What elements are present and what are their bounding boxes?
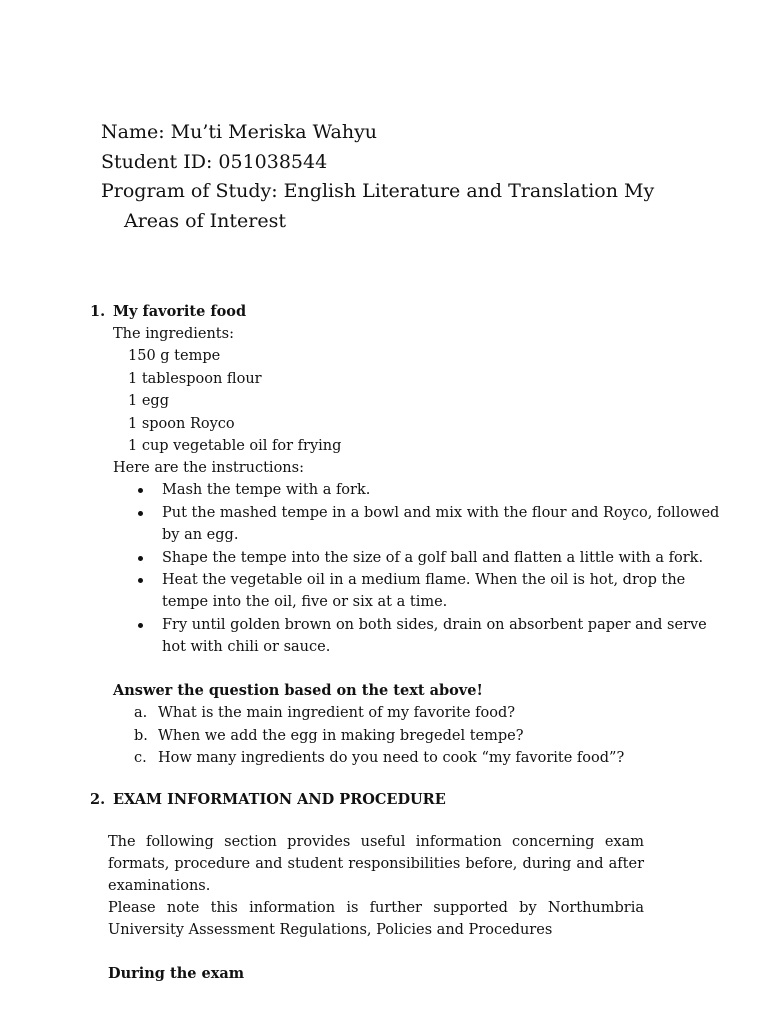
section-1-title: My favorite food: [113, 303, 247, 320]
instruction-step-continued: by an egg.: [162, 527, 239, 543]
question-marker: c.: [134, 750, 147, 766]
instruction-step: Heat the vegetable oil in a medium flame. When the oil is hot, drop the: [162, 569, 685, 591]
question-heading: Answer the question based on the text above!: [113, 682, 483, 699]
instruction-step: Mash the tempe with a fork.: [162, 479, 370, 501]
ingredients-label: The ingredients:: [113, 326, 234, 342]
section-1-number: 1.: [90, 303, 106, 320]
instruction-step: Put the mashed tempe in a bowl and mix with the flour and Royco, followed: [162, 502, 719, 524]
question-marker: a.: [134, 705, 148, 721]
question-text: How many ingredients do you need to cook “my favorite food”?: [158, 750, 625, 766]
instruction-step-continued: hot with chili or sauce.: [162, 639, 331, 655]
exam-info-paragraph: The following section provides useful information concerning exam formats, procedure and student responsibilities before, during and after examinations.: [108, 834, 644, 894]
instruction-step: Shape the tempe into the size of a golf ball and flatten a little with a fork.: [162, 547, 703, 569]
regulations-paragraph: Please note this information is further supported by Northumbria University Assessment Regulations, Policies and Procedures: [108, 900, 644, 938]
student-id: Student ID: 051038544: [101, 151, 328, 173]
section-2-title: EXAM INFORMATION AND PROCEDURE: [113, 791, 446, 808]
question-text: When we add the egg in making bregedel tempe?: [158, 728, 524, 744]
program-of-study: Program of Study: English Literature and Translation My: [101, 180, 655, 202]
ingredient-item: 1 tablespoon flour: [128, 371, 262, 387]
program-of-study-continued: Areas of Interest: [124, 210, 287, 232]
ingredient-item: 1 spoon Royco: [128, 416, 235, 432]
question-marker: b.: [134, 728, 148, 744]
ingredient-item: 150 g tempe: [128, 348, 221, 364]
ingredient-item: 1 cup vegetable oil for frying: [128, 438, 342, 454]
instruction-step-continued: tempe into the oil, five or six at a time.: [162, 594, 448, 610]
question-text: What is the main ingredient of my favorite food?: [158, 705, 516, 721]
during-exam-heading: During the exam: [108, 965, 245, 982]
section-2-number: 2.: [90, 791, 106, 808]
instruction-step: Fry until golden brown on both sides, drain on absorbent paper and serve: [162, 614, 707, 636]
instructions-label: Here are the instructions:: [113, 460, 304, 476]
student-name: Name: Mu’ti Meriska Wahyu: [101, 121, 378, 143]
ingredient-item: 1 egg: [128, 393, 169, 409]
